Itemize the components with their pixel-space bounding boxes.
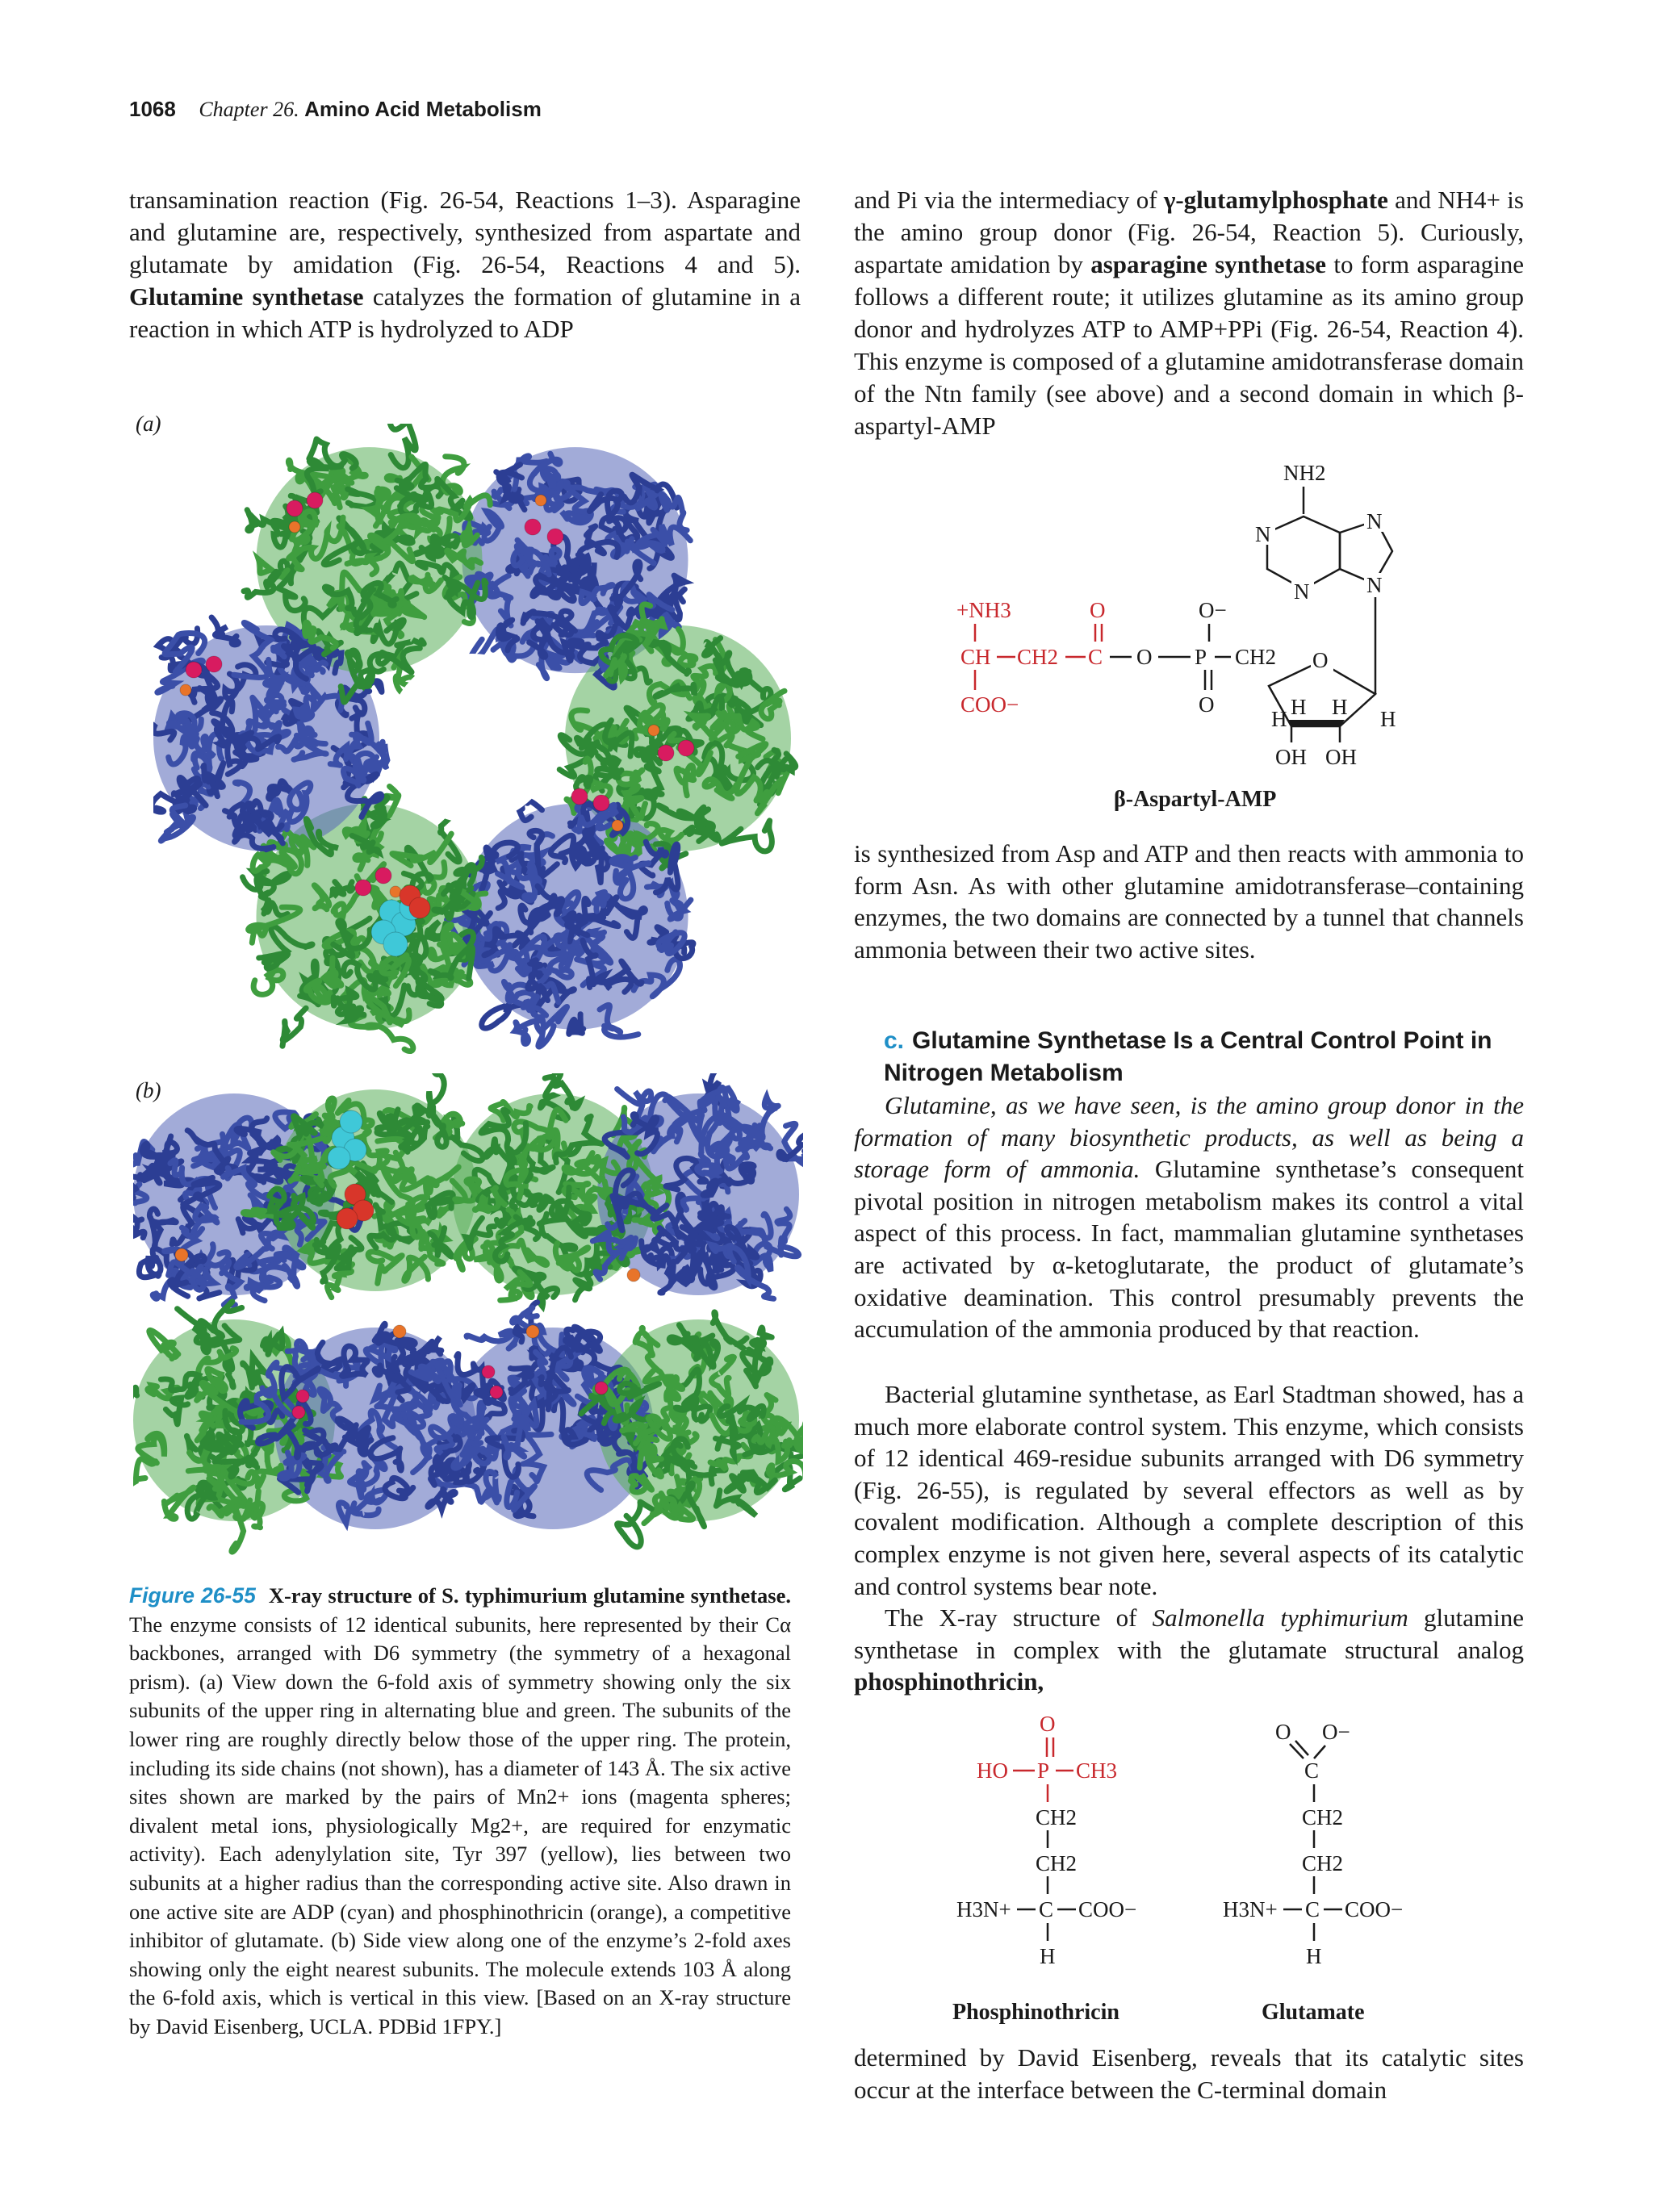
chapter-title: Amino Acid Metabolism bbox=[304, 97, 542, 121]
backbone-coil bbox=[358, 669, 373, 687]
atom-label: O bbox=[1136, 645, 1153, 669]
atom-label: H3N+ bbox=[956, 1897, 1011, 1921]
text-run: catalyzes the formation of glutamine in a reaction in which ATP is hydrolyzed to ADP bbox=[129, 282, 801, 343]
text-run: The X-ray structure of bbox=[885, 1604, 1153, 1632]
atom-label: O− bbox=[1322, 1720, 1350, 1744]
atom-label: H3N+ bbox=[1223, 1897, 1278, 1921]
atom-label: O bbox=[1090, 598, 1106, 622]
chapter-label: Chapter 26. bbox=[199, 98, 299, 121]
mn-ion-sphere bbox=[307, 492, 323, 508]
phosphinothricin-molecule bbox=[409, 897, 430, 918]
backbone-coil bbox=[282, 1008, 306, 1046]
mn-ion-sphere bbox=[525, 519, 541, 535]
page-header bbox=[129, 97, 542, 122]
mn-ion-sphere bbox=[658, 745, 674, 761]
term-asparagine-synthetase: asparagine synthetase bbox=[1090, 250, 1327, 278]
atom-label: OH bbox=[1275, 745, 1307, 769]
mn-ion-sphere bbox=[571, 788, 588, 805]
mn-ion-sphere bbox=[595, 1382, 608, 1395]
mn-ion-sphere bbox=[547, 529, 563, 545]
adenylylation-site bbox=[289, 521, 300, 533]
adenylylation-site bbox=[180, 684, 191, 696]
protein-figure-top-view bbox=[153, 424, 799, 1061]
panel-label-b: (b) bbox=[136, 1078, 161, 1102]
adenylylation-site bbox=[175, 1248, 188, 1261]
structure-name-glutamate: Glutamate bbox=[1262, 2000, 1365, 2025]
paragraph-control-point bbox=[854, 1089, 1524, 1345]
left-column-text bbox=[129, 184, 801, 345]
text-run: and Pi via the intermediacy of bbox=[854, 186, 1164, 214]
text-run: glutamine synthetase in complex with the glutamate structural analog bbox=[854, 1604, 1524, 1664]
atom-label: N bbox=[1255, 522, 1271, 546]
atom-label: CH2 bbox=[1302, 1805, 1344, 1829]
atom-label: COO− bbox=[960, 692, 1019, 717]
mn-ion-sphere bbox=[292, 1406, 305, 1419]
atom-label: O bbox=[1199, 692, 1215, 717]
atom-label: O bbox=[1312, 648, 1329, 672]
atom-label: CH2 bbox=[1235, 645, 1277, 669]
atom-label: H bbox=[1380, 707, 1396, 731]
atom-label: N bbox=[1294, 579, 1310, 604]
paragraph-bacterial-control: Bacterial glutamine synthetase, as Earl Stadtman showed, has a much more elaborate control system. This enzyme, which consists of 12 identical 469-residue subunits arranged with D6 symmetry (Fig. 26-55), is regulated by several effectors as well as by covalent modification. Although a complete description of this complex enzyme is not given here, several aspects of its catalytic and control systems bear note. bbox=[854, 1380, 1524, 1600]
atom-label: H bbox=[1306, 1944, 1322, 1968]
atom-label: OH bbox=[1325, 745, 1357, 769]
adp-molecule bbox=[340, 1110, 362, 1133]
protein-figure-side-view bbox=[133, 1073, 803, 1566]
adenylylation-site bbox=[648, 725, 659, 736]
text-run: Glutamine synthetase’s consequent pivotal position in nitrogen metabolism makes its control a vital aspect of this process. In fact, mammalian glutamine synthetases are activated by α-ketoglutarate, the product of glutamate’s oxidative deamination. This control presumably prevents the accumulation of the ammonia produced by that reaction. bbox=[854, 1155, 1524, 1344]
atom-label: H bbox=[1040, 1944, 1056, 1968]
paragraph-continued: determined by David Eisenberg, reveals that its catalytic sites occur at the interface between the C-terminal domain bbox=[854, 2043, 1524, 2104]
atom-label: H bbox=[1332, 695, 1348, 719]
atom-label: P bbox=[1195, 645, 1207, 669]
central-channel bbox=[387, 654, 557, 823]
term-phosphinothricin: phosphinothricin, bbox=[854, 1667, 1044, 1696]
text-run: to form asparagine follows a different route; it utilizes glutamine as its amino group donor and hydrolyzes ATP to AMP+PPi (Fig. 26-54, Reaction 4). This enzyme is composed of a glutamine amidotransferase domain of the Ntn family (see above) and a second domain in which β-aspartyl-AMP bbox=[854, 250, 1524, 440]
atom-label: N bbox=[1366, 509, 1383, 533]
mn-ion-sphere bbox=[186, 662, 202, 678]
mn-ion-sphere bbox=[678, 740, 694, 756]
backbone-coil bbox=[752, 1328, 772, 1351]
adenylylation-site bbox=[612, 820, 623, 831]
structure-name-beta-aspartyl-amp: β-Aspartyl-AMP bbox=[1114, 787, 1277, 812]
atom-label: CH2 bbox=[1036, 1851, 1078, 1875]
adenylylation-site bbox=[535, 495, 546, 506]
atom-label: HO bbox=[977, 1758, 1008, 1783]
phosphinothricin-molecule bbox=[337, 1208, 358, 1229]
section-heading bbox=[884, 1025, 1530, 1089]
atom-label: +NH3 bbox=[956, 598, 1011, 622]
mn-ion-sphere bbox=[482, 1365, 495, 1378]
right-column-text bbox=[854, 184, 1524, 442]
caption-title: X-ray structure of S. typhimurium glutamine synthetase. bbox=[268, 1583, 791, 1608]
adenylylation-site bbox=[393, 1325, 406, 1338]
atom-label: CH3 bbox=[1076, 1758, 1118, 1783]
section-title: Glutamine Synthetase Is a Central Control Point in Nitrogen Metabolism bbox=[884, 1027, 1492, 1086]
atom-label: CH bbox=[960, 645, 991, 669]
mn-ion-sphere bbox=[355, 880, 371, 896]
mn-ion-sphere bbox=[375, 868, 391, 884]
structure-beta-aspartyl-amp bbox=[952, 448, 1437, 787]
mn-ion-sphere bbox=[206, 656, 222, 672]
structure-glutamate bbox=[1219, 1707, 1461, 1973]
atom-label: O bbox=[1275, 1720, 1291, 1744]
paragraph-xray-structure bbox=[854, 1602, 1524, 1698]
panel-label-a: (a) bbox=[136, 412, 161, 436]
atom-label: CH2 bbox=[1017, 645, 1059, 669]
adenylylation-site bbox=[627, 1269, 640, 1282]
atom-label: CH2 bbox=[1036, 1805, 1078, 1829]
atom-label: H bbox=[1291, 695, 1307, 719]
term-glutamylphosphate: γ-glutamylphosphate bbox=[1163, 186, 1388, 214]
mn-ion-sphere bbox=[490, 1386, 503, 1399]
adp-molecule bbox=[328, 1147, 350, 1169]
term-glutamine-synthetase: Glutamine synthetase bbox=[129, 282, 364, 311]
atom-label: H bbox=[1271, 707, 1287, 731]
page-number: 1068 bbox=[129, 97, 176, 121]
atom-label: CH2 bbox=[1302, 1851, 1344, 1875]
text-run: transamination reaction (Fig. 26-54, Reactions 1–3). Asparagine and glutamine are, respectively, synthesized from aspartate and glutamate by amidation (Fig. 26-54, Reactions 4 and 5). bbox=[129, 186, 801, 278]
adenylylation-site bbox=[526, 1325, 539, 1338]
atom-label: P bbox=[1037, 1758, 1050, 1783]
figure-number: Figure 26-55 bbox=[129, 1583, 256, 1608]
atom-label: NH2 bbox=[1283, 461, 1326, 485]
backbone-coil bbox=[139, 1257, 161, 1277]
adp-molecule bbox=[383, 932, 408, 956]
mn-ion-sphere bbox=[593, 795, 609, 811]
mn-ion-sphere bbox=[296, 1390, 309, 1403]
caption-body: The enzyme consists of 12 identical subunits, here represented by their Cα backbones, arranged with D6 symmetry (the symmetry of a hexagonal prism). (a) View down the 6-fold axis of symmetry showing only the six subunits of the upper ring in alternating blue and green. The subunits of the lower ring are roughly directly below those of the upper ring. The protein, including its side chains (not shown), has a diameter of 143 Å. The six active sites shown are marked by the pairs of Mn2+ ions (magenta spheres; divalent metal ions, physiologically Mg2+, are required for enzymatic activity). Each adenylylation site, Tyr 397 (yellow), lies between two subunits at a higher radius than the corresponding active site. Also drawn in one active site are ADP (cyan) and phosphinothricin (orange), a competitive inhibitor of glutamate. (b) Side view along one of the enzyme’s 2-fold axes showing only the eight nearest subunits. The molecule extends 103 Å along the 6-fold axis, which is vertical in this view. [Based on an X-ray structure by David Eisenberg, UCLA. PDBid 1FPY.] bbox=[129, 1612, 791, 2038]
atom-label: C bbox=[1305, 1897, 1320, 1921]
structure-name-phosphinothricin: Phosphinothricin bbox=[952, 2000, 1119, 2025]
figure-caption bbox=[129, 1582, 791, 2042]
structure-phosphinothricin bbox=[952, 1707, 1211, 1973]
atom-label: C bbox=[1039, 1897, 1054, 1921]
atom-label: N bbox=[1366, 573, 1383, 597]
atom-label: COO− bbox=[1345, 1897, 1404, 1921]
atom-label: O− bbox=[1199, 598, 1227, 622]
paragraph-aspartyl-amp: is synthesized from Asp and ATP and then reacts with ammonia to form Asn. As with other glutamine amidotransferase–containing enzymes, the two domains are connected by a tunnel that channels ammonia between their two active sites. bbox=[854, 839, 1524, 964]
backbone-coil bbox=[467, 1331, 517, 1349]
species-name: Salmonella typhimurium bbox=[1152, 1604, 1408, 1632]
section-letter: c. bbox=[884, 1027, 905, 1054]
mn-ion-sphere bbox=[287, 500, 303, 516]
atom-label: C bbox=[1304, 1758, 1320, 1783]
atom-label: COO− bbox=[1078, 1897, 1137, 1921]
text-run: and NH4+ is the amino group donor (Fig. 26-54, Reaction 5). Curiously, aspartate amidation by bbox=[854, 186, 1524, 278]
atom-label: C bbox=[1088, 645, 1103, 669]
text-run-italic: Glutamine, as we have seen, is the amino group donor in the formation of many biosynthetic products, as well as being a storage form of ammonia. bbox=[854, 1091, 1524, 1184]
atom-label: O bbox=[1040, 1712, 1056, 1736]
